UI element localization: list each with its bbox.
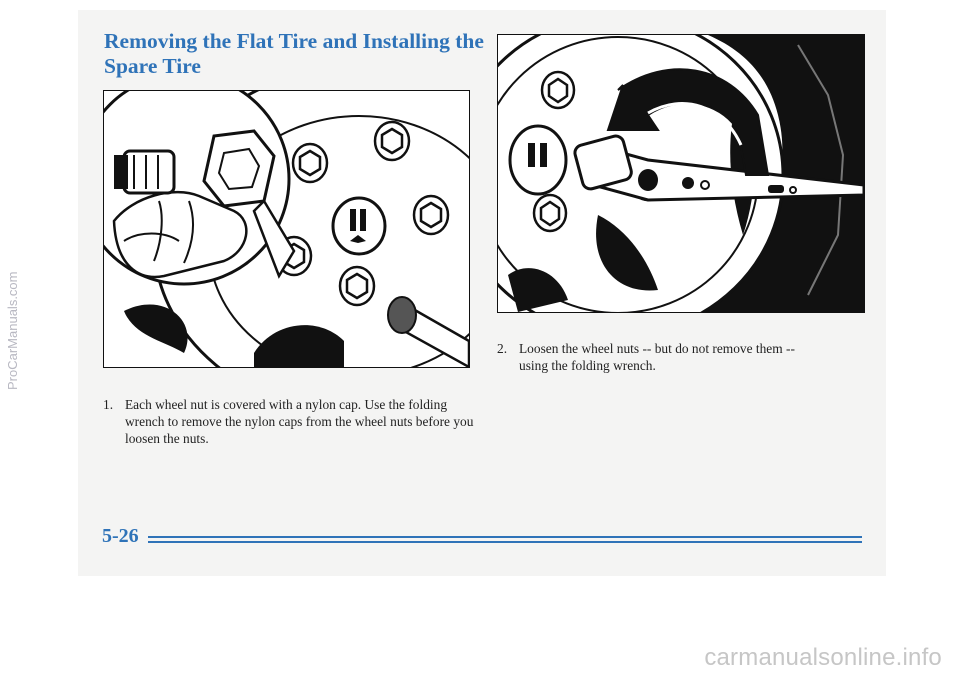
page-number: 5-26 (102, 525, 139, 547)
bottom-watermark: carmanualsonline.info (704, 644, 942, 671)
step-text: Each wheel nut is covered with a nylon cap. Use the folding wrench to remove the nylon caps from the wheel nuts before you loosen the nuts. (125, 397, 474, 446)
section-title: Removing the Flat Tire and Installing the Spare Tire (104, 29, 484, 78)
side-watermark: ProCarManuals.com (5, 271, 20, 390)
figure-loosen-wheel-nuts (497, 34, 865, 313)
illustration-wrench-on-wheel (498, 35, 864, 312)
illustration-hand-removing-cap (104, 91, 469, 367)
step-1 (103, 396, 475, 447)
step-number: 2. (497, 341, 508, 356)
footer-rule-top (148, 536, 862, 538)
step-text: Loosen the wheel nuts -- but do not remove them -- using the folding wrench. (519, 341, 795, 373)
figure-remove-nut-caps (103, 90, 470, 368)
footer-rule-bottom (148, 541, 862, 543)
step-number: 1. (103, 397, 114, 412)
step-2 (497, 340, 827, 374)
